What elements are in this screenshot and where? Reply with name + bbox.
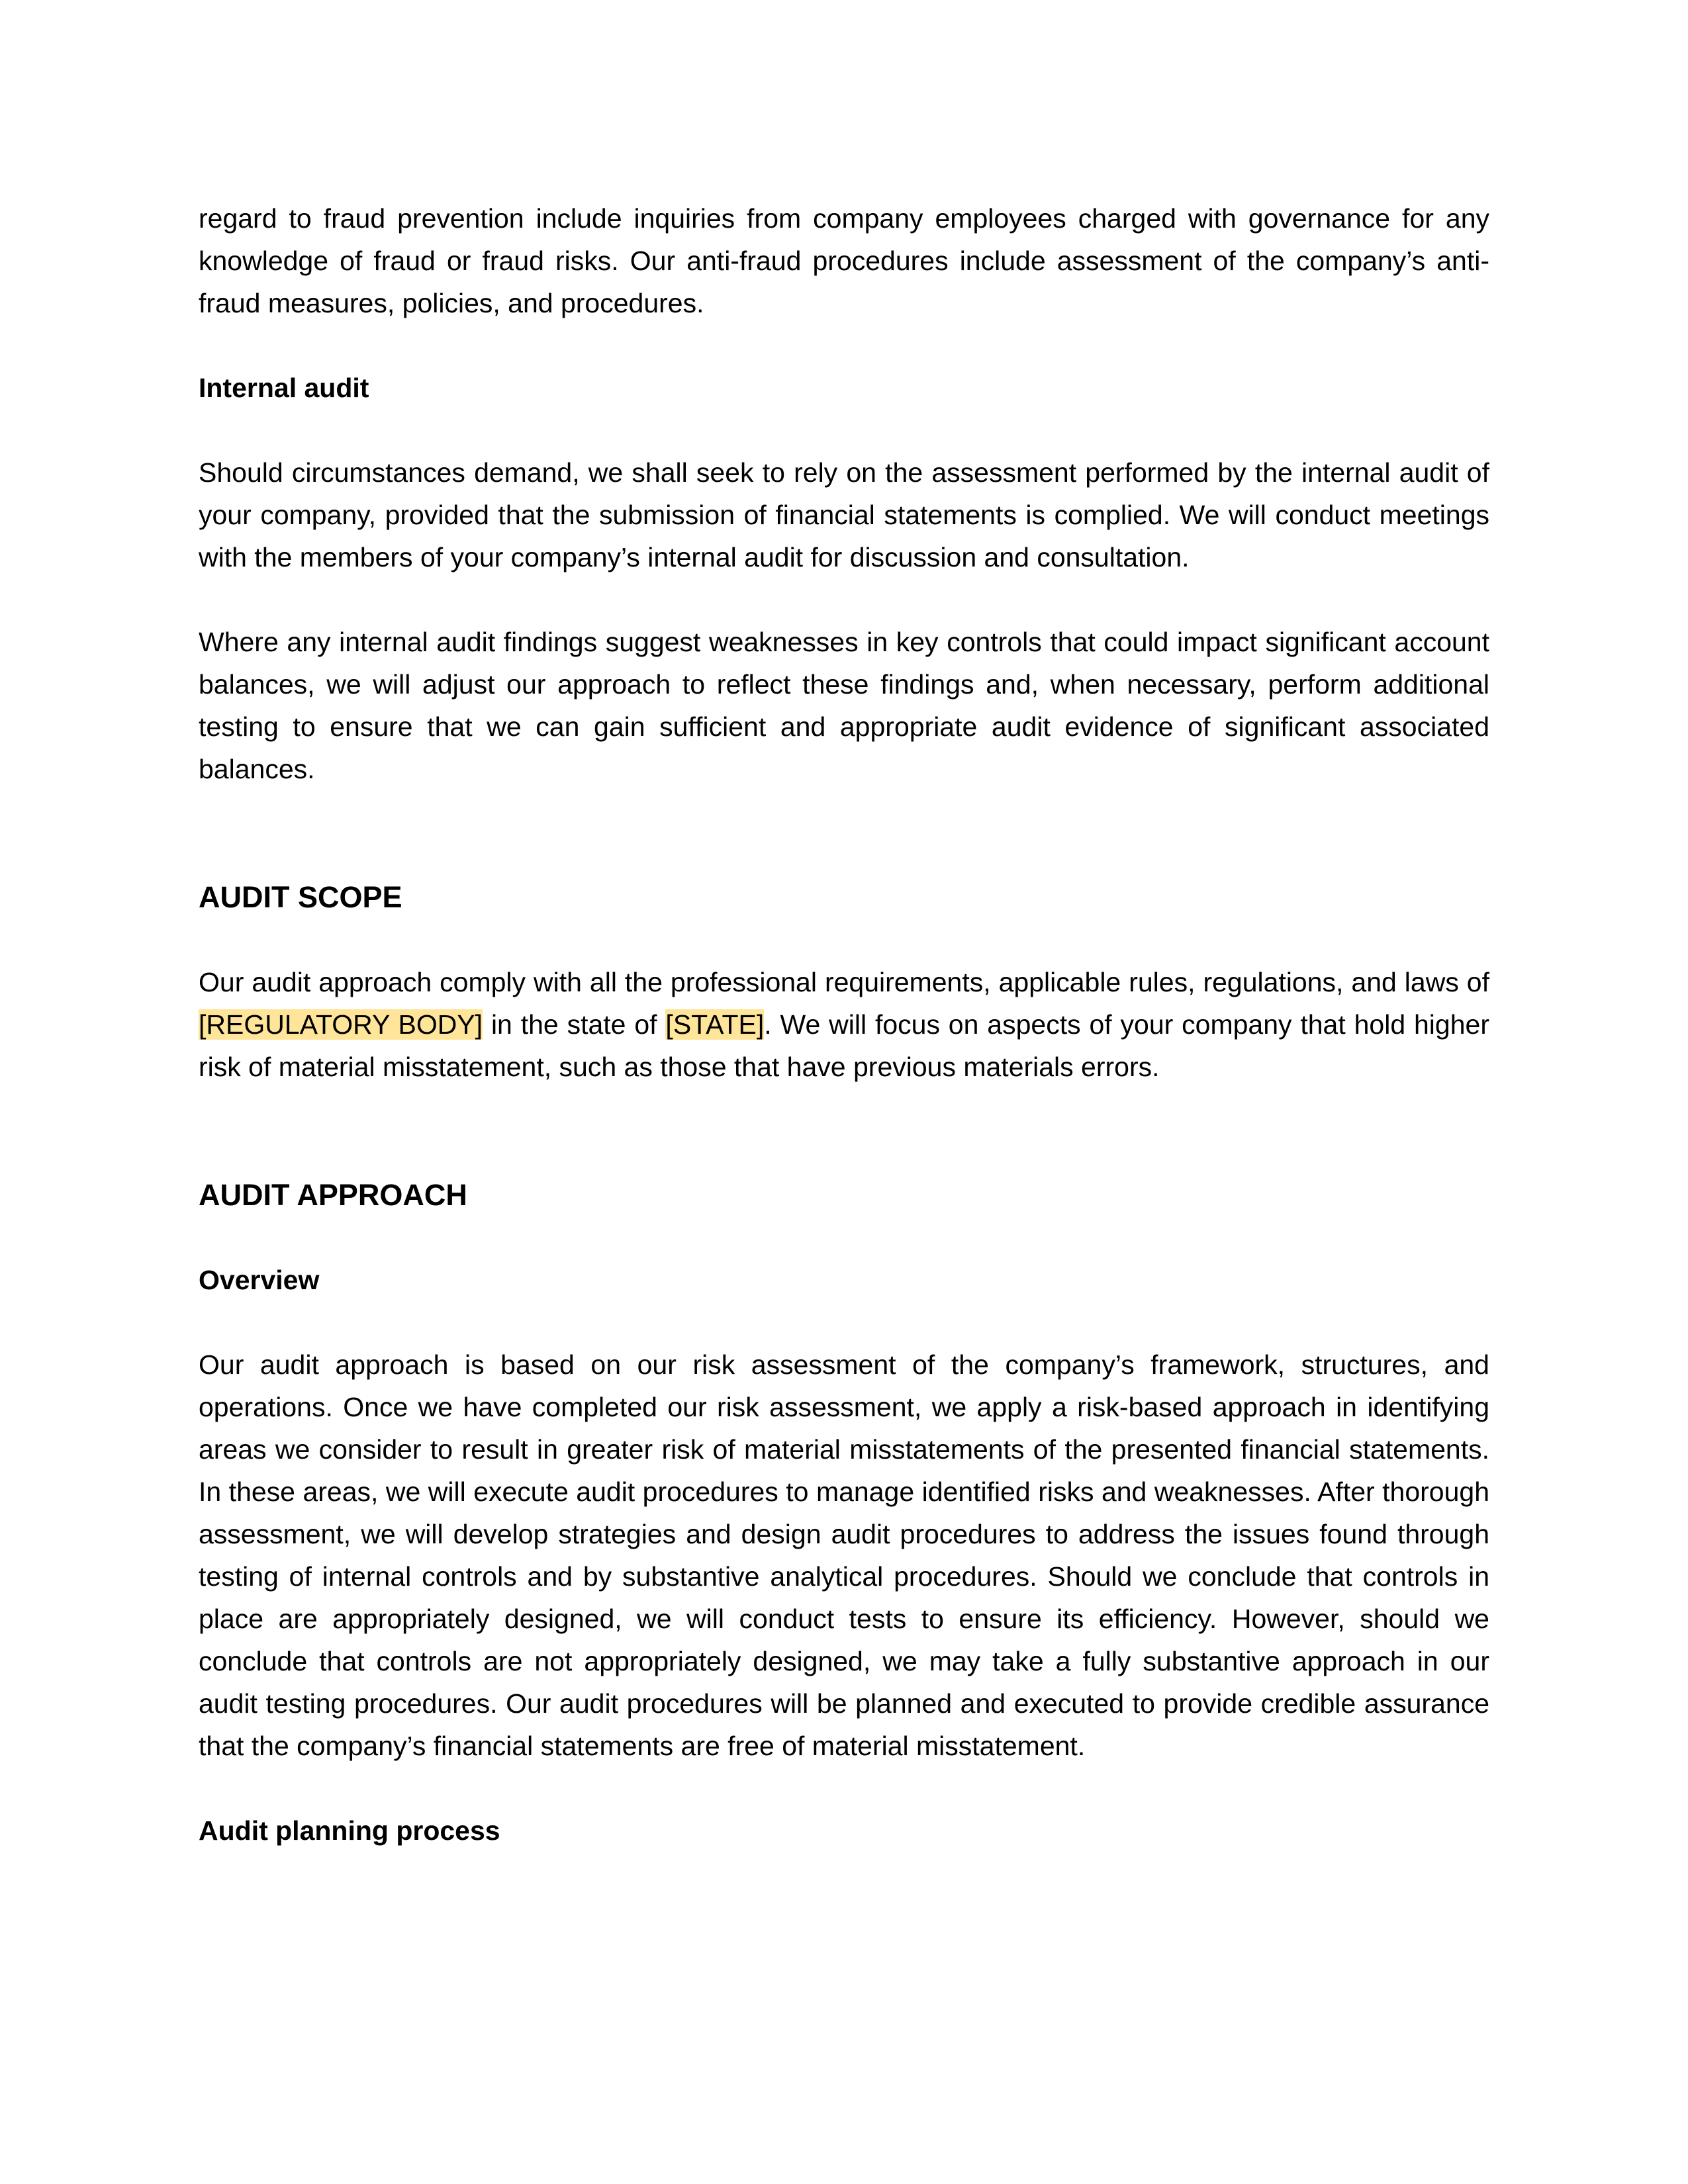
regulatory-body-placeholder: [REGULATORY BODY]	[199, 1009, 483, 1040]
spacer	[199, 1301, 1489, 1343]
audit-approach-heading: AUDIT APPROACH	[199, 1178, 467, 1212]
state-placeholder: [STATE]	[665, 1009, 765, 1040]
internal-audit-paragraph-1: Should circumstances demand, we shall seek to rely on the assessment performed by the internal audit of your company, provided that the submission of financial statements is complied. We will conduct meetings with the members of your company’s internal audit for discussion and consultation.	[199, 457, 1489, 572]
audit-scope-text-a: Our audit approach comply with all the professional requirements, applicable rules, regulations, and laws of	[199, 967, 1489, 997]
audit-scope-text-b: in the state of	[483, 1009, 666, 1040]
spacer	[199, 919, 1489, 961]
document-page	[199, 197, 1489, 1852]
audit-scope-heading: AUDIT SCOPE	[199, 880, 402, 914]
spacer	[199, 790, 1489, 876]
audit-planning-heading: Audit planning process	[199, 1815, 500, 1846]
spacer	[199, 578, 1489, 621]
audit-scope-text-c: . We will focus on aspects of your company that hold higher risk of material misstatement, such as those that have previous materials errors.	[199, 1009, 1489, 1082]
spacer	[199, 1088, 1489, 1174]
spacer	[199, 1216, 1489, 1259]
internal-audit-paragraph-2: Where any internal audit findings suggest weaknesses in key controls that could impact significant account balances, we will adjust our approach to reflect these findings and, when necessary, perform additional testing to ensure that we can gain sufficient and appropriate audit evidence of significant associated balances.	[199, 627, 1489, 784]
spacer	[199, 409, 1489, 451]
intro-paragraph: regard to fraud prevention include inquiries from company employees charged with governance for any knowledge of fraud or fraud risks. Our anti-fraud procedures include assessment of the company’s anti-fraud measures, policies, and procedures.	[199, 203, 1489, 318]
spacer	[199, 1767, 1489, 1809]
audit-scope-paragraph	[199, 961, 1489, 1088]
overview-paragraph: Our audit approach is based on our risk assessment of the company’s framework, structures, and operations. Once we have completed our risk assessment, we apply a risk-based approach in identifying areas we consider to result in greater risk of material misstatements of the presented financial statements. In these areas, we will execute audit procedures to manage identified risks and weaknesses. After thorough assessment, we will develop strategies and design audit procedures to address the issues found through testing of internal controls and by substantive analytical procedures. Should we conclude that controls in place are appropriately designed, we will conduct tests to ensure its efficiency. However, should we conclude that controls are not appropriately designed, we may take a fully substantive approach in our audit testing procedures. Our audit procedures will be planned and executed to provide credible assurance that the company’s financial statements are free of material misstatement.	[199, 1349, 1489, 1761]
overview-heading: Overview	[199, 1265, 320, 1295]
internal-audit-heading: Internal audit	[199, 373, 369, 403]
spacer	[199, 324, 1489, 367]
